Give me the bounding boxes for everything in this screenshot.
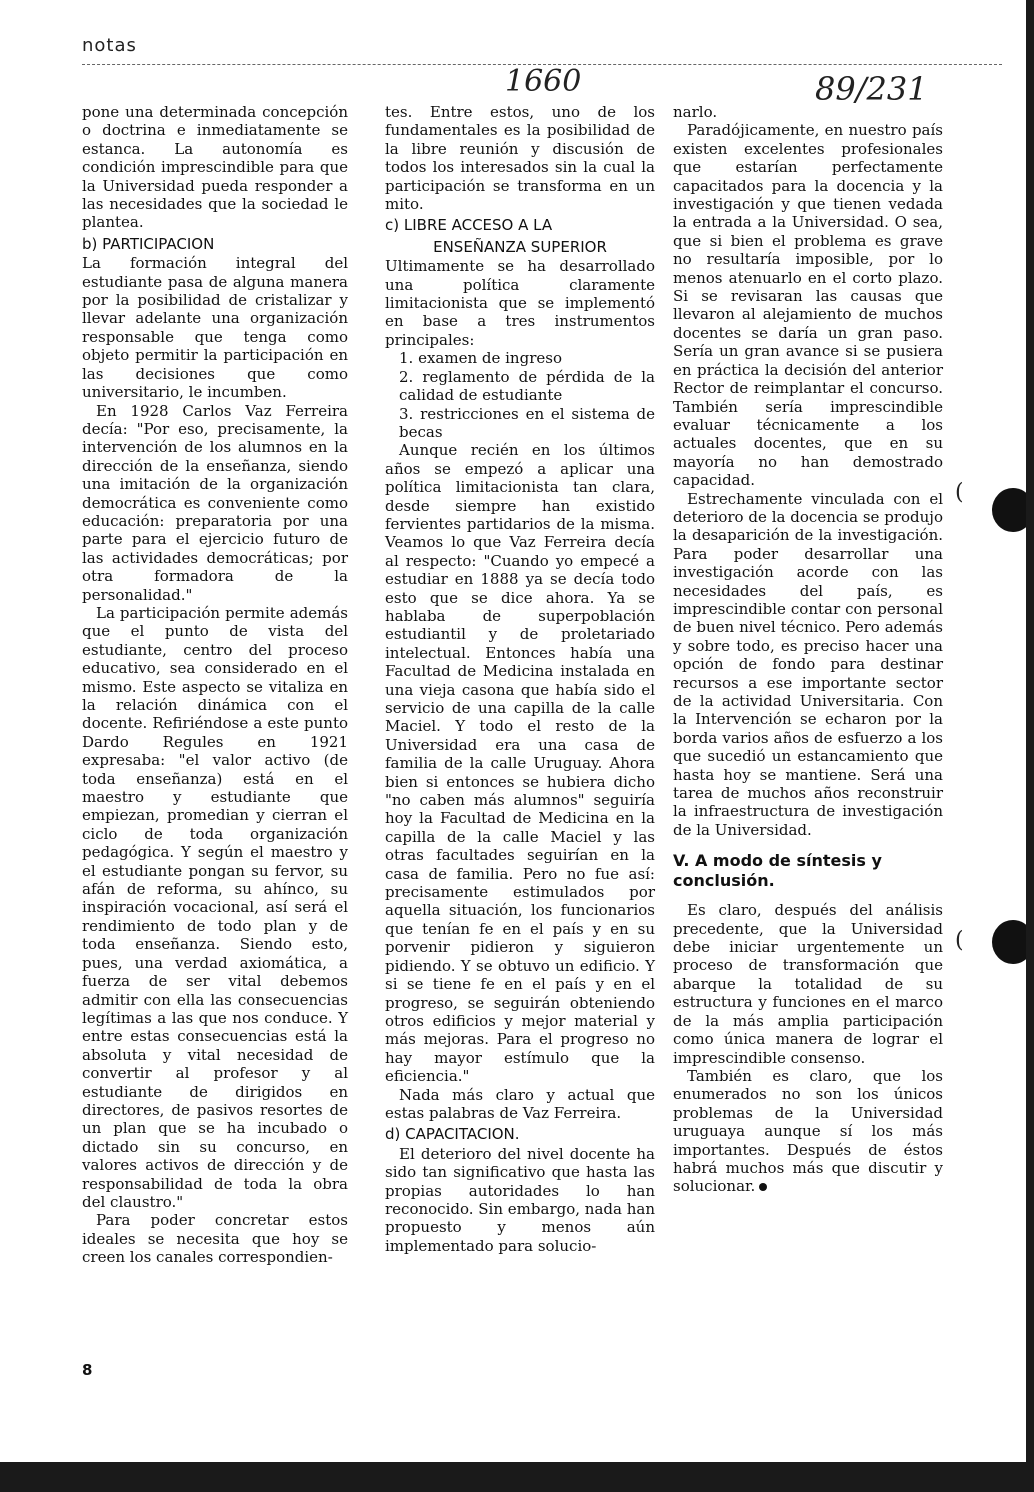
paragraph <box>673 1067 943 1196</box>
scan-edge-bottom <box>0 1462 1034 1492</box>
page-number: 8 <box>82 1361 93 1379</box>
subheading-libre-acceso-line2: ENSEÑANZA SUPERIOR <box>433 237 607 256</box>
paragraph: Paradójicamente, en nuestro país existen excelentes profesionales que estarían perfectamente capacitados para la docencia y la investigación y que tienen vedada la entrada a la Universidad. O sea, que si bien el problema es grave no resultaría imposible, por lo menos atenuarlo en el corto plazo. Si se revisaran las causas que llevaron al alejamiento de muchos docentes se daría un gran paso. Sería un gran avance si se pusiera en práctica la decisión del anterior Rector de reimplantar el concurso. También sería imprescindible evaluar técnicamente a los actuales docentes, que en su mayoría no han demostrado capacidad. <box>673 121 943 490</box>
scan-edge-right <box>1026 0 1034 1492</box>
paragraph: Ultimamente se ha desarrollado una política claramente limitacionista que se implementó en base a tres instrumentos principales: <box>385 257 655 349</box>
running-head: notas <box>82 35 137 56</box>
paragraph: tes. Entre estos, uno de los fundamentales es la posibilidad de la libre reunión y discusión de todos los interesados sin la cual la participación se transforma en un mito. <box>385 103 655 214</box>
paragraph: La participación permite además que el punto de vista del estudiante, centro del proceso educativo, sea considerado en el mismo. Este aspecto se vitaliza en la relación dinámica con el docente. Refiriéndose a este punto Dardo Regules en 1921 expresaba: "el valor activo (de toda enseñanza) está en el maestro y estudiante que empiezan, promedian y cierran el ciclo de toda organización pedagógica. Y según el maestro y el estudiante pongan su fervor, su afán de reforma, su ahínco, su inspiración vocacional, así será el rendimiento de todo plan y de toda enseñanza. Siendo esto, pues, una verdad axiomática, a fuerza de ser vital debemos admitir con ella las consecuencias legítimas a las que nos conduce. Y entre estas consecuencias está la absoluta y vital necesidad de convertir al profesor y al estudiante de dirigidos en directores, de pasivos resortes de un plan que se ha incubado o dictado sin su concurso, en valores activos de dirección y de responsabilidad de toda la obra del claustro." <box>82 603 348 1211</box>
column-1 <box>82 103 348 1267</box>
section-title-sintesis: V. A modo de síntesis y conclusión. <box>673 851 882 891</box>
end-bullet-icon <box>759 1183 767 1191</box>
paragraph-text: También es claro, que los enumerados no son los únicos problemas de la Universidad uruguaya aunque sí los más importantes. Después de éstos habrá muchos más que discutir y solucionar. <box>673 1066 943 1196</box>
paragraph: La formación integral del estudiante pasa de alguna manera por la posibilidad de cristalizar y llevar adelante una organización responsable que tenga como objeto permitir la participación en las decisiones que como universitario, le incumben. <box>82 254 348 402</box>
paragraph: Es claro, después del análisis precedente, que la Universidad debe iniciar urgentemente un proceso de transformación que abarque la totalidad de su estructura y funciones en el marco de la más amplia participación como única manera de lograr el imprescindible consenso. <box>673 901 943 1067</box>
paragraph: pone una determinada concepción o doctrina e inmediatamente se estanca. La autonomía es condición imprescindible para que la Universidad pueda responder a las necesidades que la sociedad le plantea. <box>82 103 348 232</box>
column-2 <box>385 103 655 1255</box>
handwritten-reference: 89/231 <box>815 70 928 108</box>
paragraph: Aunque recién en los últimos años se empezó a aplicar una política limitacionista tan clara, desde siempre han existido fervientes partidarios de la misma. Veamos lo que Vaz Ferreira decía al respecto: "Cuando yo empecé a estudiar en 1888 ya se decía todo esto que se dice ahora. Ya se hablaba de superpoblación estudiantil y de proletariado intelectual. Entonces había una Facultad de Medicina instalada en una vieja casona que había sido el servicio de una capilla de la calle Maciel. Y todo el resto de la Universidad era una casa de familia de la calle Uruguay. Ahora bien si entonces se hubiera dicho "no caben más alumnos" seguiría hoy la Facultad de Medicina en la capilla de la calle Maciel y las otras facultades seguirían en la casa de familia. Pero no fue así: precisamente estimulados por aquella situación, los funcionarios que tenían fe en el país y en su porvenir pidieron y siguieron pidiendo. Y se obtuvo un edificio. Y si se tiene fe en el país y en el progreso, se seguirán obteniendo otros edificios y mejor material y más mejoras. Para el progreso no hay mayor estímulo que la eficiencia." <box>385 441 655 1086</box>
list-item: 3. restricciones en el sistema de becas <box>399 404 655 441</box>
paragraph: En 1928 Carlos Vaz Ferreira decía: "Por eso, precisamente, la intervención de los alumnos en la dirección de la enseñanza, siendo una imitación de la organización democrática es conveniente como educación: preparatoria por una parte para el ejercicio futuro de las actividades democráticas; por otra formadora de la personalidad." <box>82 401 348 604</box>
subheading-capacitacion: d) CAPACITACION. <box>385 1125 520 1144</box>
paragraph: narlo. <box>673 103 718 121</box>
bracket-mark: ( <box>955 480 964 505</box>
column-3 <box>673 103 943 1196</box>
subheading-libre-acceso: c) LIBRE ACCESO A LA <box>385 216 553 235</box>
paragraph: Para poder concretar estos ideales se necesita que hoy se creen los canales correspondien- <box>82 1211 348 1267</box>
handwritten-number: 1660 <box>505 64 582 99</box>
paragraph: El deterioro del nivel docente ha sido tan significativo que hasta las propias autoridades lo han reconocido. Sin embargo, nada han propuesto y menos aún implementado para solucio- <box>385 1144 655 1255</box>
bracket-mark: ( <box>955 928 964 953</box>
paragraph: Estrechamente vinculada con el deterioro de la docencia se produjo la desaparición de la investigación. Para poder desarrollar una investigación acorde con las necesidades del país, es imprescindible contar con personal de buen nivel técnico. Pero además y sobre todo, es preciso hacer una opción de fondo para destinar recursos a ese importante sector de la actividad Universitaria. Con la Intervención se echaron por la borda varios años de esfuerzo a los que sucedió un estancamiento que hasta hoy se mantiene. Será una tarea de muchos años reconstruir la infraestructura de investigación de la Universidad. <box>673 489 943 839</box>
list-item: 1. examen de ingreso <box>399 349 562 368</box>
list-item: 2. reglamento de pérdida de la calidad de estudiante <box>399 367 655 405</box>
subheading-participacion: b) PARTICIPACION <box>82 234 215 253</box>
paragraph: Nada más claro y actual que estas palabras de Vaz Ferreira. <box>385 1085 655 1122</box>
